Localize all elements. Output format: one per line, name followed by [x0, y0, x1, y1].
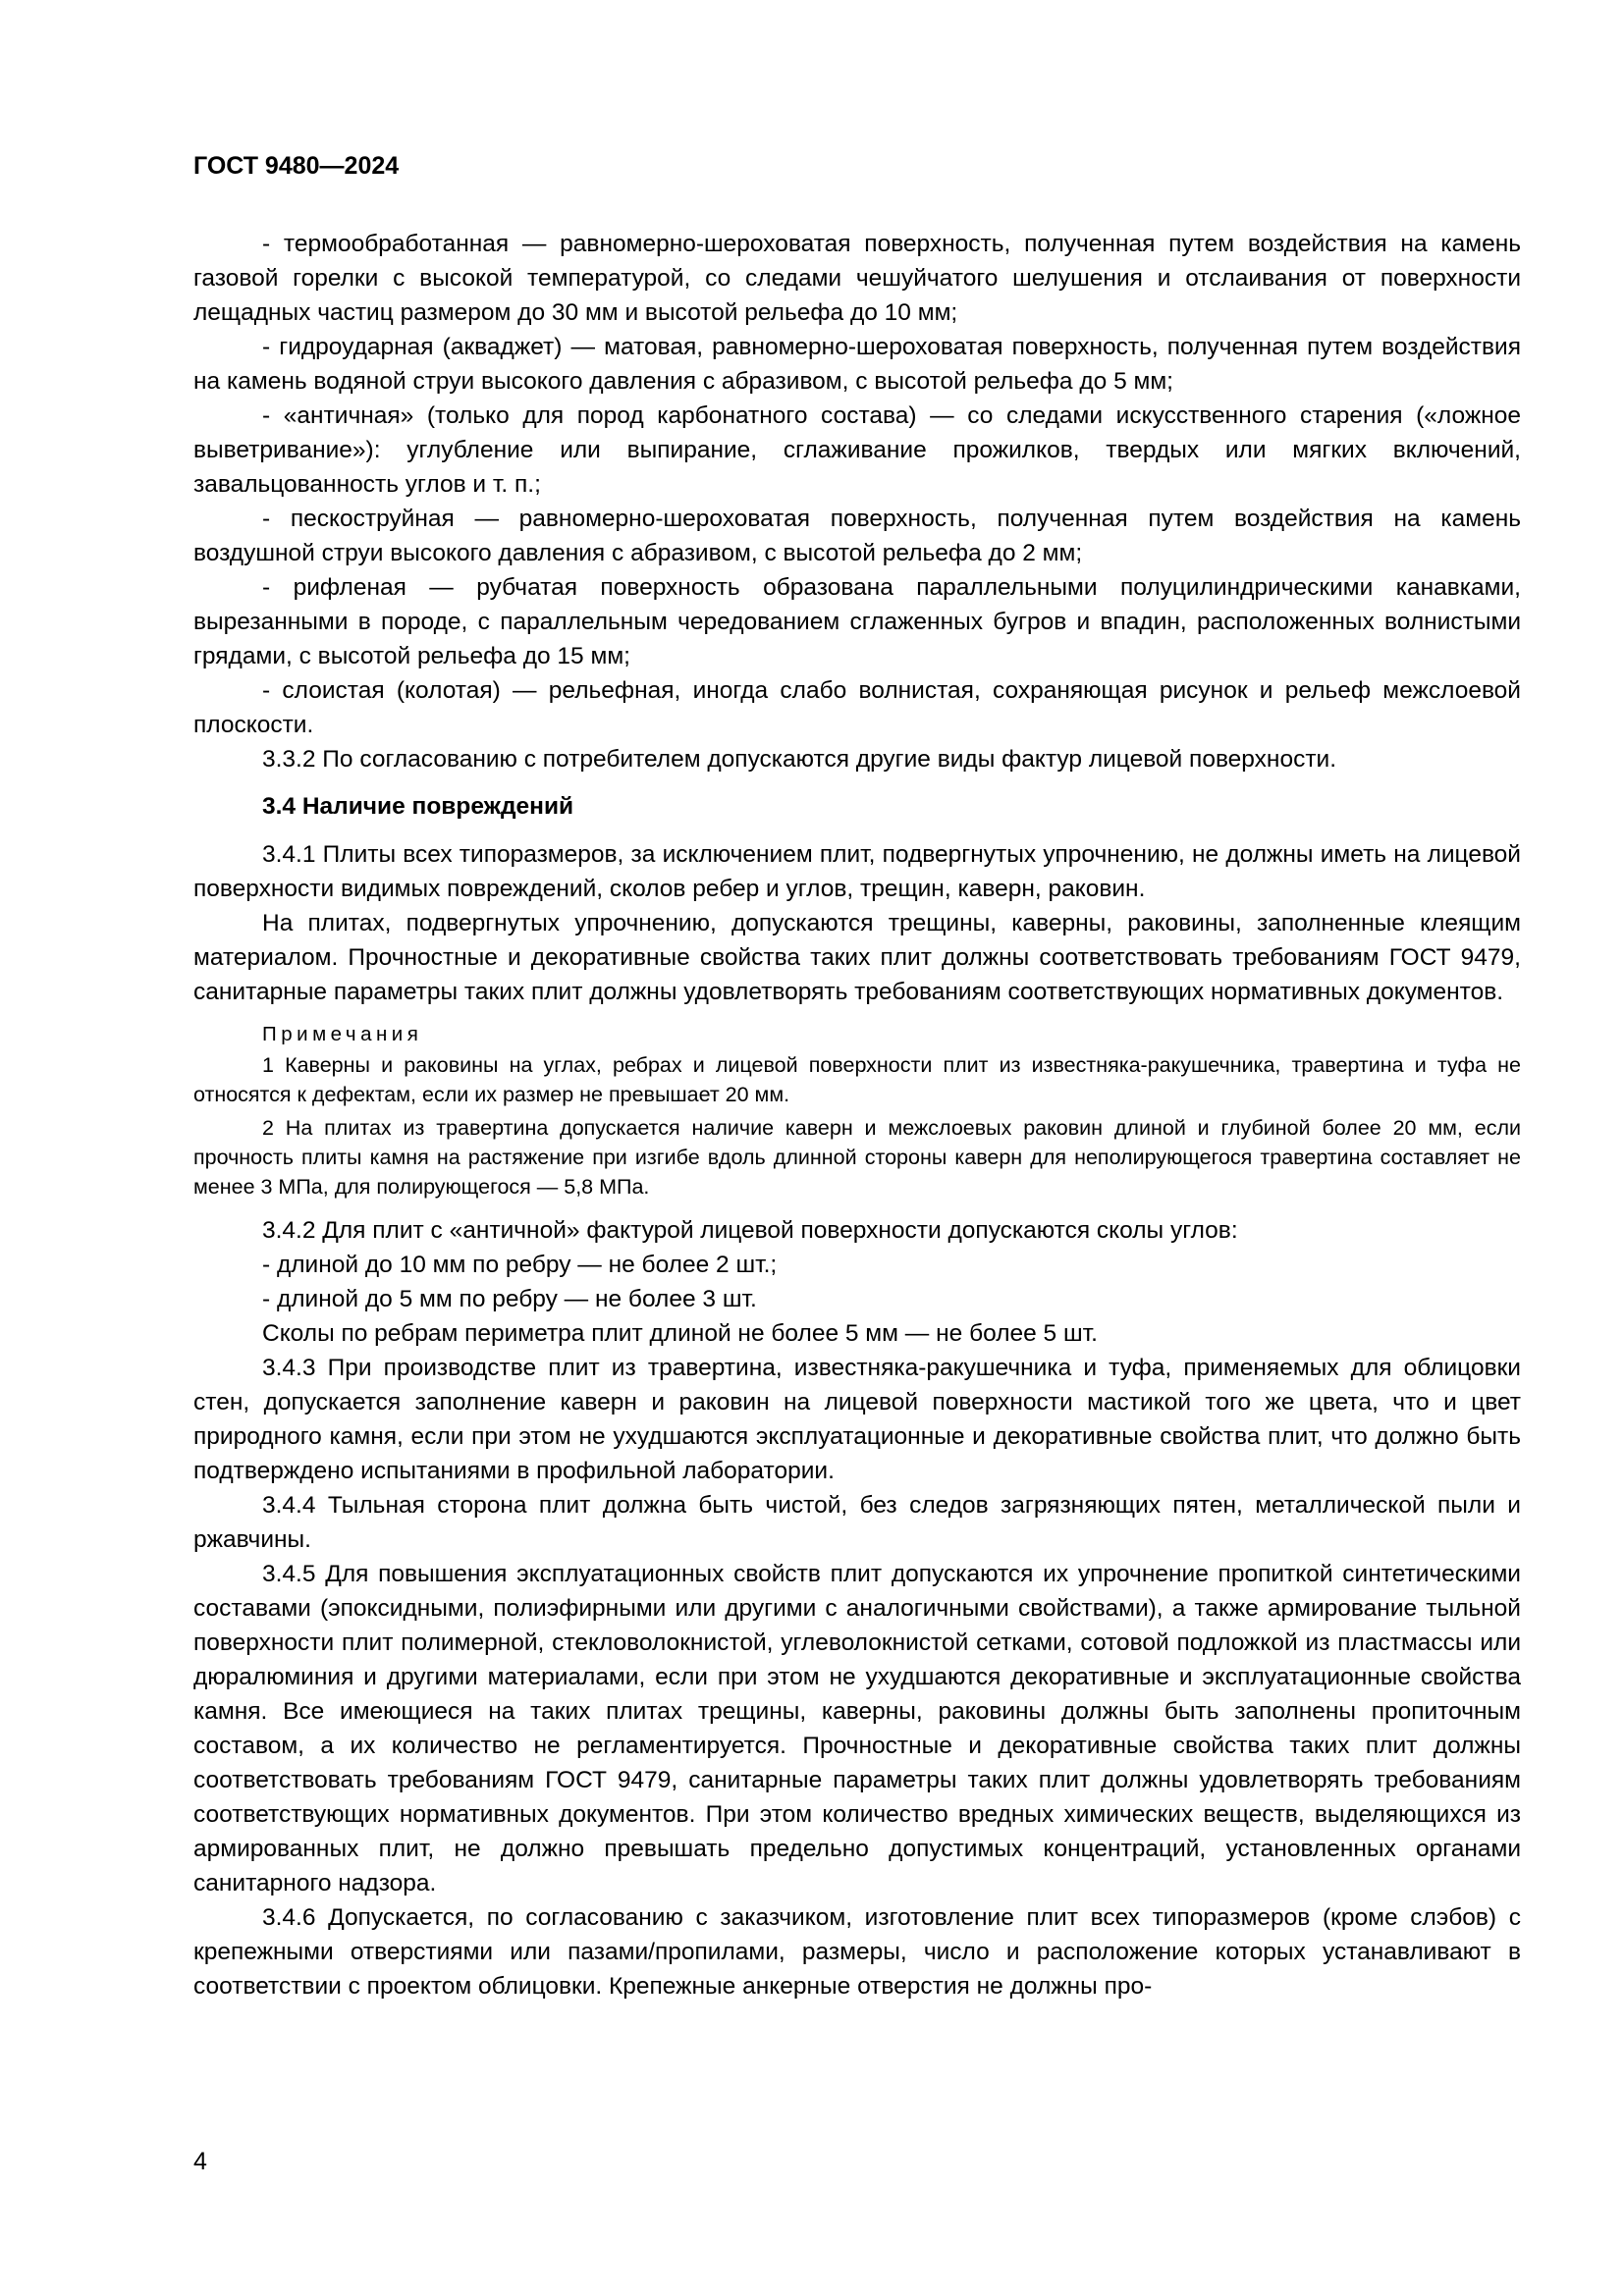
paragraph-3-4-4: 3.4.4 Тыльная сторона плит должна быть чистой, без следов загрязняющих пятен, металлической пыли и ржавчины.: [193, 1492, 1521, 1553]
paragraph-perimeter-chips: Сколы по ребрам периметра плит длиной не более 5 мм — не более 5 шт.: [262, 1320, 1098, 1347]
document-page: [193, 137, 1521, 2003]
section-heading-3-4: 3.4 Наличие повреждений: [262, 793, 574, 820]
notes-title: Примечания: [262, 1023, 423, 1045]
paragraph-reinforced-plates: На плитах, подвергнутых упрочнению, допускаются трещины, каверны, раковины, заполненные клеящим материалом. Прочностные и декоративные свойства таких плит должны соответствовать требованиям ГОСТ 9479, санитарные параметры таких плит должны удовлетворять требованиям соответствующих нормативных документов.: [193, 910, 1521, 1005]
paragraph-thermo: - термообработанная — равномерно-шероховатая поверхность, полученная путем воздействия на камень газовой горелки с высокой температурой, со следами чешуйчатого шелушения и отслаивания от поверхности лещадных частиц размером до 30 мм и высотой рельефа до 10 мм;: [193, 231, 1521, 326]
paragraph-hydro: - гидроударная (акваджет) — матовая, равномерно-шероховатая поверхность, полученная путем воздействия на камень водяной струи высокого давления с абразивом, с высотой рельефа до 5 мм;: [193, 334, 1521, 395]
note-item: 2 На плитах из травертина допускается наличие каверн и межслоевых раковин длиной и глубиной более 20 мм, если прочность плиты камня на растяжение при изгибе вдоль длинной стороны каверн для неполирующегося травертина составляет не менее 3 МПа, для полирующегося — 5,8 МПа.: [193, 1116, 1521, 1199]
paragraph-ribbed: - рифленая — рубчатая поверхность образована параллельными полуцилиндрическими канавками, вырезанными в породе, с параллельным чередованием сглаженных бугров и впадин, расположенных волнистыми грядами, с высотой рельефа до 15 мм;: [193, 574, 1521, 669]
paragraph-layered: - слоистая (колотая) — рельефная, иногда слабо волнистая, сохраняющая рисунок и рельеф межслоевой плоскости.: [193, 677, 1521, 738]
paragraph-antique: - «античная» (только для пород карбонатного состава) — со следами искусственного старения («ложное выветривание»): углубление или выпирание, сглаживание прожилков, твердых или мягких включений, завальцованность углов и т. п.;: [193, 402, 1521, 498]
page-number: 4: [193, 2148, 207, 2175]
document-header-code: ГОСТ 9480—2024: [193, 152, 400, 180]
paragraph-3-4-3: 3.4.3 При производстве плит из травертина, известняка-ракушечника и туфа, применяемых для облицовки стен, допускается заполнение каверн и раковин на лицевой поверхности мастикой того же цвета, что и цвет природного камня, если при этом не ухудшаются эксплуатационные и декоративные свойства плит, что должно быть подтверждено испытаниями в профильной лаборатории.: [193, 1355, 1521, 1484]
list-item-5mm: - длиной до 5 мм по ребру — не более 3 шт.: [262, 1286, 757, 1312]
paragraph-3-4-6: 3.4.6 Допускается, по согласованию с заказчиком, изготовление плит всех типоразмеров (кроме слэбов) с крепежными отверстиями или пазами/пропилами, размеры, число и расположение которых устанавливают в соответствии с проектом облицовки. Крепежные анкерные отверстия не должны про-: [193, 1904, 1521, 2000]
paragraph-3-4-5: 3.4.5 Для повышения эксплуатационных свойств плит допускаются их упрочнение пропиткой синтетическими составами (эпоксидными, полиэфирными или другими с аналогичными свойствами), а также армирование тыльной поверхности плит полимерной, стекловолокнистой, углеволокнистой сетками, сотовой подложкой из пластмассы или дюралюминия и другими материалами, если при этом не ухудшаются декоративные и эксплуатационные свойства камня. Все имеющиеся на таких плитах трещины, каверны, раковины должны быть заполнены пропиточным составом, а их количество не регламентируется. Прочностные и декоративные свойства таких плит должны соответствовать требованиям ГОСТ 9479, санитарные параметры таких плит должны удовлетворять требованиям соответствующих нормативных документов. При этом количество вредных химических веществ, выделяющихся из армированных плит, не должно превышать предельно допустимых концентраций, установленных органами санитарного надзора.: [193, 1561, 1521, 1896]
list-item-10mm: - длиной до 10 мм по ребру — не более 2 шт.;: [262, 1252, 778, 1278]
note-item: 1 Каверны и раковины на углах, ребрах и лицевой поверхности плит из известняка-ракушечника, травертина и туфа не относятся к дефектам, если их размер не превышает 20 мм.: [193, 1053, 1521, 1106]
paragraph-3-4-1: 3.4.1 Плиты всех типоразмеров, за исключением плит, подвергнутых упрочнению, не должны иметь на лицевой поверхности видимых повреждений, сколов ребер и углов, трещин, каверн, раковин.: [193, 841, 1521, 902]
paragraph-sandblast: - пескоструйная — равномерно-шероховатая поверхность, полученная путем воздействия на камень воздушной струи высокого давления с абразивом, с высотой рельефа до 2 мм;: [193, 506, 1521, 566]
paragraph-3-3-2: 3.3.2 По согласованию с потребителем допускаются другие виды фактур лицевой поверхности.: [262, 746, 1337, 773]
paragraph-3-4-2: 3.4.2 Для плит с «античной» фактурой лицевой поверхности допускаются сколы углов:: [262, 1217, 1238, 1244]
